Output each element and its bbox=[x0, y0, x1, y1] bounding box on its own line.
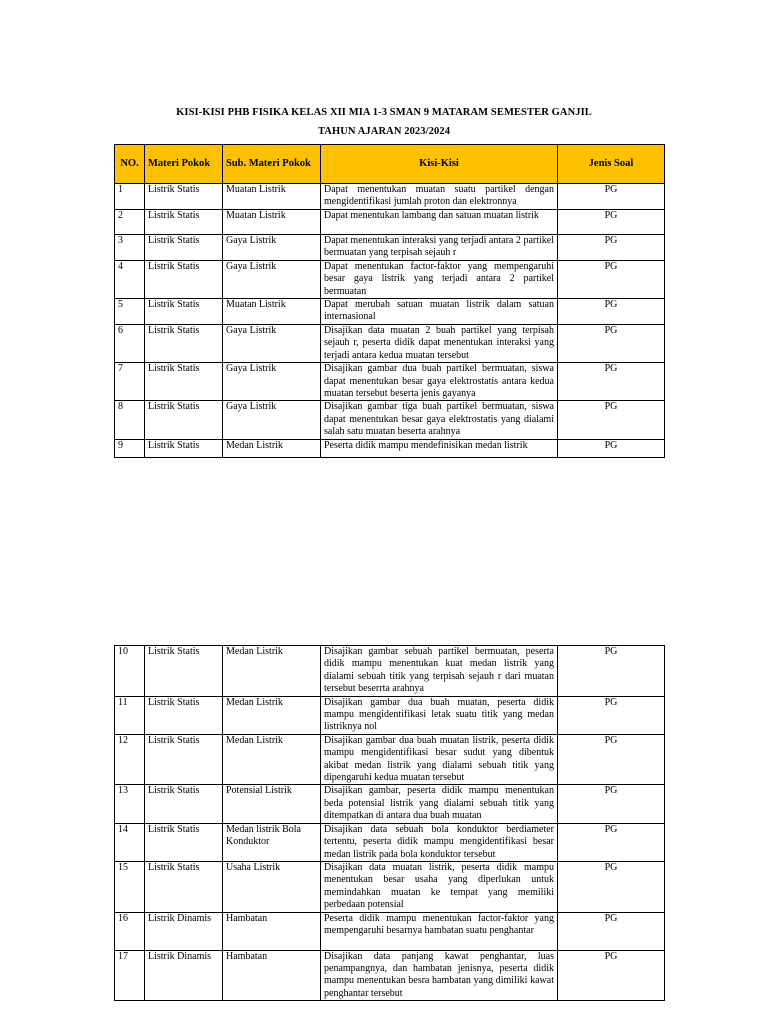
row-jenis: PG bbox=[558, 734, 665, 785]
row-kisi: Dapat menentukan lambang dan satuan muatan listrik bbox=[321, 209, 558, 234]
table-row bbox=[115, 234, 665, 260]
row-materi: Listrik Statis bbox=[145, 439, 223, 457]
row-sub-materi: Medan listrik Bola Konduktor bbox=[223, 823, 321, 861]
row-sub-materi: Medan Listrik bbox=[223, 696, 321, 734]
row-no: 10 bbox=[115, 646, 145, 697]
row-sub-materi: Hambatan bbox=[223, 950, 321, 1001]
table-row bbox=[115, 646, 665, 697]
row-sub-materi: Muatan Listrik bbox=[223, 299, 321, 325]
row-no: 7 bbox=[115, 363, 145, 401]
row-materi: Listrik Statis bbox=[145, 785, 223, 823]
row-kisi: Disajikan gambar dua buah muatan listrik, peserta didik mampu mengidentifikasi besar sudut yang dibentuk akibat medan listrik yang dialami sebuah titik yang dipengaruhi kedua muatan tersebut bbox=[321, 734, 558, 785]
row-jenis: PG bbox=[558, 912, 665, 950]
row-kisi: Disajikan gambar dua buah muatan, peserta didik mampu mengidentifikasi letak suatu titik yang medan listriknya nol bbox=[321, 696, 558, 734]
col-header-kisi: Kisi-Kisi bbox=[321, 145, 558, 184]
table-row bbox=[115, 260, 665, 298]
row-kisi: Disajikan data sebuah bola konduktor berdiameter tertentu, peserta didik mampu mengidentifikasi besar medan listrik pada bola konduktor tersebut bbox=[321, 823, 558, 861]
row-sub-materi: Hambatan bbox=[223, 912, 321, 950]
table-row bbox=[115, 912, 665, 950]
row-jenis: PG bbox=[558, 696, 665, 734]
row-kisi: Peserta didik mampu menentukan factor-faktor yang mempengaruhi besarnya hambatan suatu penghantar bbox=[321, 912, 558, 950]
row-kisi: Disajikan gambar, peserta didik mampu menentukan beda potensial listrik yang dialami sebuah titik yang ditempatkan di antara dua buah muatan bbox=[321, 785, 558, 823]
row-sub-materi: Medan Listrik bbox=[223, 439, 321, 457]
row-kisi: Disajikan gambar tiga buah partikel bermuatan, siswa dapat menentukan besar gaya elektrostatis yang dialami salah satu muatan beserta arahnya bbox=[321, 401, 558, 439]
row-no: 1 bbox=[115, 184, 145, 210]
row-no: 5 bbox=[115, 299, 145, 325]
row-sub-materi: Muatan Listrik bbox=[223, 209, 321, 234]
row-sub-materi: Gaya Listrik bbox=[223, 401, 321, 439]
row-sub-materi: Gaya Listrik bbox=[223, 325, 321, 363]
row-materi: Listrik Statis bbox=[145, 260, 223, 298]
row-sub-materi: Gaya Listrik bbox=[223, 234, 321, 260]
row-no: 9 bbox=[115, 439, 145, 457]
row-no: 13 bbox=[115, 785, 145, 823]
row-materi: Listrik Statis bbox=[145, 209, 223, 234]
row-jenis: PG bbox=[558, 439, 665, 457]
row-jenis: PG bbox=[558, 363, 665, 401]
row-jenis: PG bbox=[558, 260, 665, 298]
row-sub-materi: Potensial Listrik bbox=[223, 785, 321, 823]
row-no: 15 bbox=[115, 861, 145, 912]
table-row bbox=[115, 823, 665, 861]
col-header-sub-materi: Sub. Materi Pokok bbox=[223, 145, 321, 184]
row-jenis: PG bbox=[558, 401, 665, 439]
grid-table-page-1 bbox=[114, 144, 665, 458]
table-row bbox=[115, 325, 665, 363]
row-jenis: PG bbox=[558, 209, 665, 234]
row-materi: Listrik Statis bbox=[145, 299, 223, 325]
row-no: 11 bbox=[115, 696, 145, 734]
row-no: 2 bbox=[115, 209, 145, 234]
row-no: 4 bbox=[115, 260, 145, 298]
table-header-row bbox=[115, 145, 665, 184]
row-kisi: Disajikan gambar dua buah partikel bermuatan, siswa dapat menentukan besar gaya elektrostatis antara kedua muatan tersebut beserta jenis gayanya bbox=[321, 363, 558, 401]
table-row bbox=[115, 861, 665, 912]
row-no: 8 bbox=[115, 401, 145, 439]
table-row bbox=[115, 950, 665, 1001]
row-materi: Listrik Statis bbox=[145, 646, 223, 697]
row-no: 17 bbox=[115, 950, 145, 1001]
row-materi: Listrik Statis bbox=[145, 325, 223, 363]
row-jenis: PG bbox=[558, 823, 665, 861]
row-materi: Listrik Statis bbox=[145, 861, 223, 912]
row-sub-materi: Usaha Listrik bbox=[223, 861, 321, 912]
row-jenis: PG bbox=[558, 299, 665, 325]
row-kisi: Disajikan data muatan listrik, peserta didik mampu menentukan besar usaha yang diperlukan untuk memindahkan muatan ke tempat yang memiliki perbedaan potensial bbox=[321, 861, 558, 912]
row-materi: Listrik Statis bbox=[145, 234, 223, 260]
table-row bbox=[115, 363, 665, 401]
row-kisi: Peserta didik mampu mendefinisikan medan listrik bbox=[321, 439, 558, 457]
row-jenis: PG bbox=[558, 950, 665, 1001]
row-materi: Listrik Statis bbox=[145, 823, 223, 861]
row-materi: Listrik Statis bbox=[145, 696, 223, 734]
row-kisi: Disajikan data panjang kawat penghantar, luas penampangnya, dan hambatan jenisnya, peserta didik mampu menentukan besra hambatan yang dimiliki kawat penghantar tersebut bbox=[321, 950, 558, 1001]
table-row bbox=[115, 439, 665, 457]
row-jenis: PG bbox=[558, 184, 665, 210]
row-sub-materi: Medan Listrik bbox=[223, 646, 321, 697]
row-kisi: Disajikan gambar sebuah partikel bermuatan, peserta didik mampu menentukan kuat medan listrik yang dialami sebuah titik yang terpisah sejauh r dari muatan tersebut beserrta arahnya bbox=[321, 646, 558, 697]
table-row bbox=[115, 184, 665, 210]
row-no: 14 bbox=[115, 823, 145, 861]
table-row bbox=[115, 696, 665, 734]
row-kisi: Dapat menentukan interaksi yang terjadi antara 2 partikel bermuatan yang terpisah sejauh r bbox=[321, 234, 558, 260]
document-subtitle: TAHUN AJARAN 2023/2024 bbox=[317, 126, 451, 137]
row-jenis: PG bbox=[558, 325, 665, 363]
col-header-jenis: Jenis Soal bbox=[558, 145, 665, 184]
row-kisi: Disajikan data muatan 2 buah partikel yang terpisah sejauh r, peserta didik dapat menentukan interaksi yang terjadi antara kedua muatan tersebut bbox=[321, 325, 558, 363]
row-materi: Listrik Statis bbox=[145, 734, 223, 785]
row-materi: Listrik Dinamis bbox=[145, 950, 223, 1001]
col-header-materi: Materi Pokok bbox=[145, 145, 223, 184]
col-header-no: NO. bbox=[115, 145, 145, 184]
table-row bbox=[115, 734, 665, 785]
row-kisi: Dapat merubah satuan muatan listrik dalam satuan internasional bbox=[321, 299, 558, 325]
table-row bbox=[115, 209, 665, 234]
row-no: 3 bbox=[115, 234, 145, 260]
row-jenis: PG bbox=[558, 234, 665, 260]
table-row bbox=[115, 401, 665, 439]
row-sub-materi: Gaya Listrik bbox=[223, 260, 321, 298]
row-sub-materi: Medan Listrik bbox=[223, 734, 321, 785]
row-kisi: Dapat menentukan factor-faktor yang mempengaruhi besar gaya listrik yang terjadi antara 2 partikel bermuatan bbox=[321, 260, 558, 298]
row-sub-materi: Muatan Listrik bbox=[223, 184, 321, 210]
document-title: KISI-KISI PHB FISIKA KELAS XII MIA 1-3 SMAN 9 MATARAM SEMESTER GANJIL bbox=[176, 107, 592, 118]
row-jenis: PG bbox=[558, 861, 665, 912]
row-jenis: PG bbox=[558, 785, 665, 823]
table-row bbox=[115, 785, 665, 823]
row-sub-materi: Gaya Listrik bbox=[223, 363, 321, 401]
row-materi: Listrik Statis bbox=[145, 363, 223, 401]
row-no: 12 bbox=[115, 734, 145, 785]
row-jenis: PG bbox=[558, 646, 665, 697]
grid-table-page-2 bbox=[114, 645, 665, 1001]
row-no: 6 bbox=[115, 325, 145, 363]
table-row bbox=[115, 299, 665, 325]
row-materi: Listrik Statis bbox=[145, 184, 223, 210]
row-materi: Listrik Statis bbox=[145, 401, 223, 439]
row-materi: Listrik Dinamis bbox=[145, 912, 223, 950]
row-kisi: Dapat menentukan muatan suatu partikel dengan mengidentifikasi jumlah proton dan elektronnya bbox=[321, 184, 558, 210]
row-no: 16 bbox=[115, 912, 145, 950]
